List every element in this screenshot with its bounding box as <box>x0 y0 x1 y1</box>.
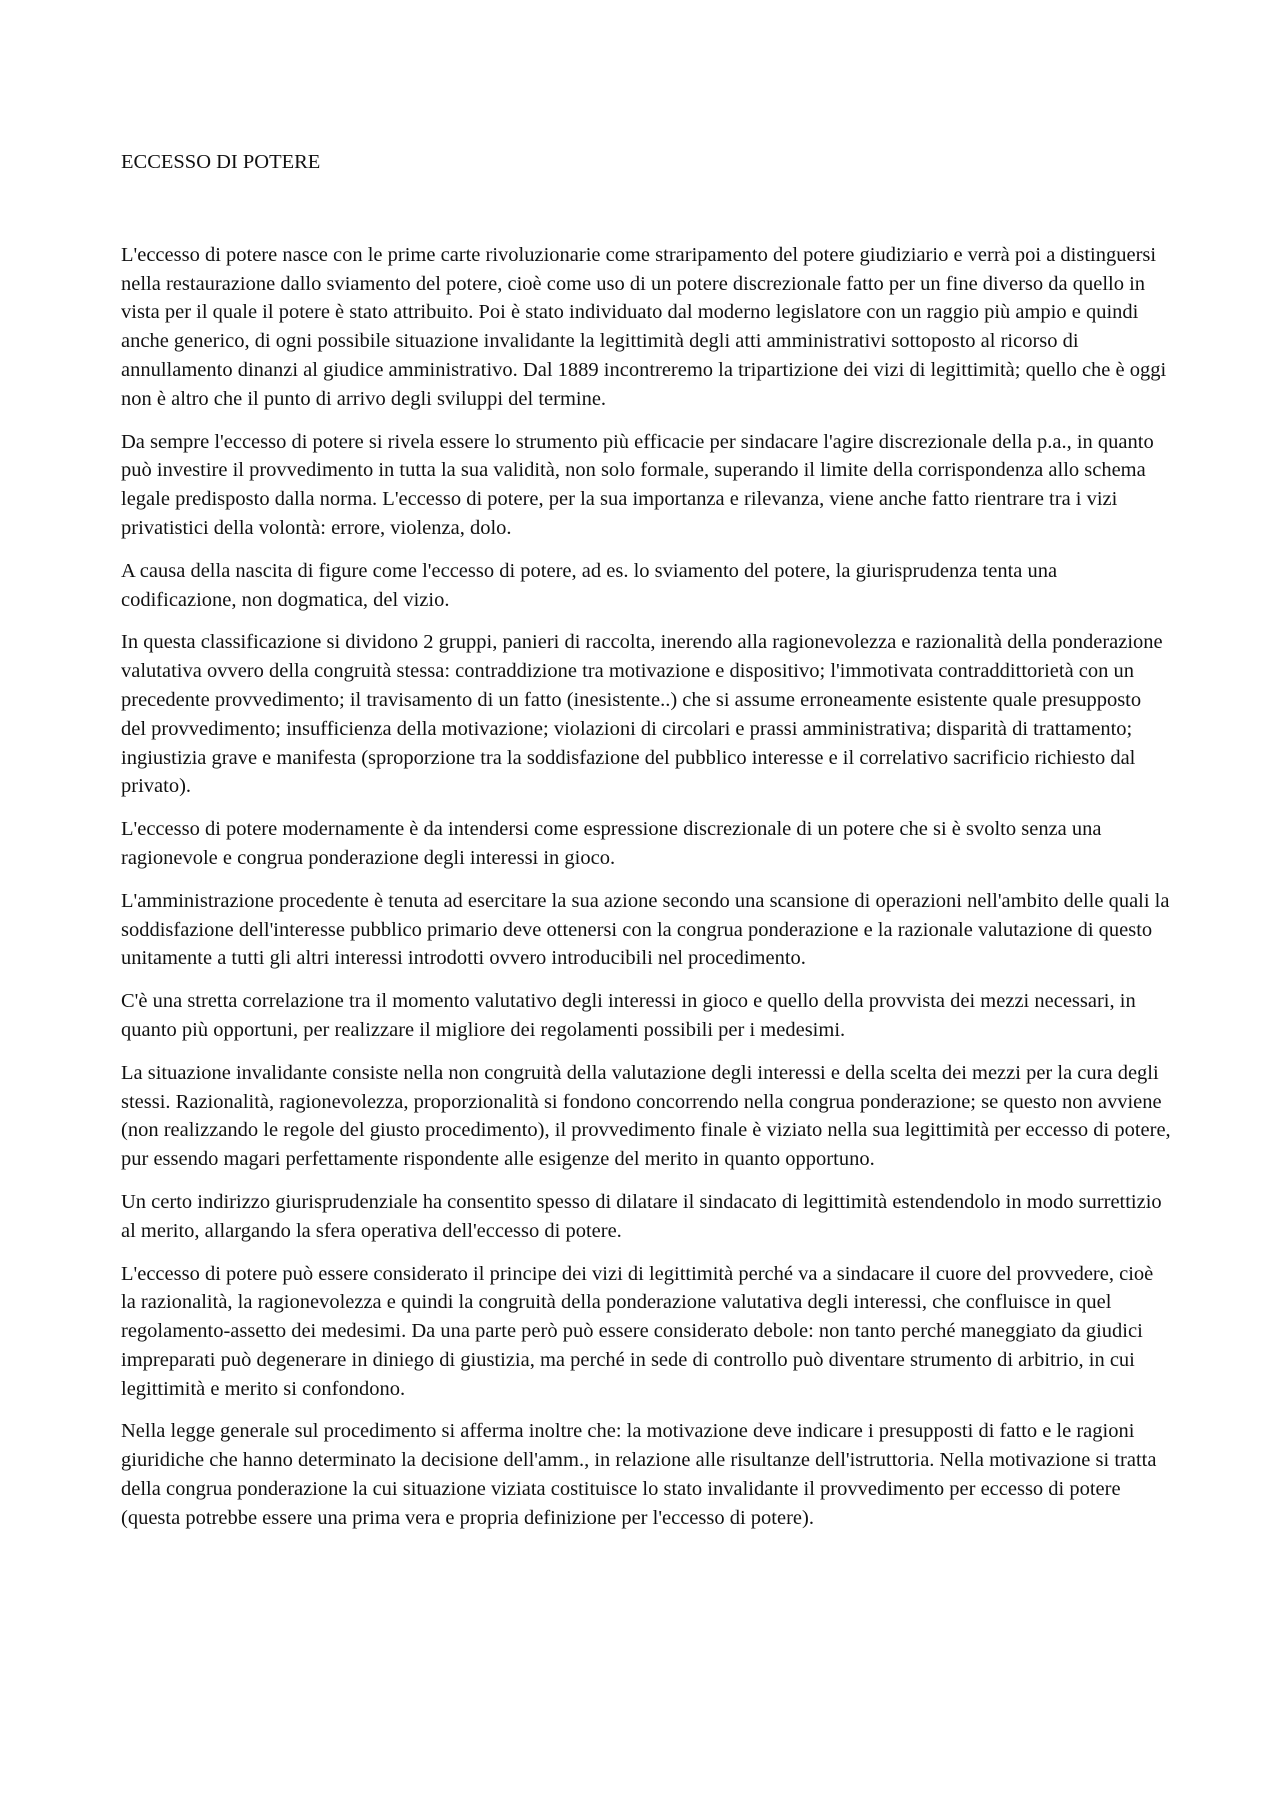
paragraph-1: L'eccesso di potere nasce con le prime carte rivoluzionarie come straripamento del potere giudiziario e verrà poi a distinguersi nella restaurazione dallo sviamento del potere, cioè come uso di un potere discrezionale fatto per un fine diverso da quello in vista per il quale il potere è stato attribuito. Poi è stato individuato dal moderno legislatore con un raggio più ampio e quindi anche generico, di ogni possibile situazione invalidante la legittimità degli atti amministrativi sottoposto al ricorso di annullamento dinanzi al giudice amministrativo. Dal 1889 incontreremo la tripartizione dei vizi di legittimità; quello che è oggi non è altro che il punto di arrivo degli sviluppi del termine. <box>121 243 1167 410</box>
paragraph-3: A causa della nascita di figure come l'eccesso di potere, ad es. lo sviamento del potere, la giurisprudenza tenta una codificazione, non dogmatica, del vizio. <box>121 559 1058 611</box>
document-content <box>121 148 1171 1547</box>
paragraph-4: In questa classificazione si dividono 2 gruppi, panieri di raccolta, inerendo alla ragionevolezza e razionalità della ponderazione valutativa ovvero della congruità stessa: contraddizione tra motivazione e dispositivo; l'immotivata contraddittorietà con un precedente provvedimento; il travisamento di un fatto (inesistente..) che si assume erroneamente esistente quale presupposto del provvedimento; insufficienza della motivazione; violazioni di circolari e prassi amministrativa; disparità di trattamento; ingiustizia grave e manifesta (sproporzione tra la soddisfazione del pubblico interesse e il correlativo sacrificio richiesto dal privato). <box>121 631 1163 798</box>
paragraph-2: Da sempre l'eccesso di potere si rivela essere lo strumento più efficacie per sindacare l'agire discrezionale della p.a., in quanto può investire il provvedimento in tutta la sua validità, non solo formale, superando il limite della corrispondenza allo schema legale predisposto dalla norma. L'eccesso di potere, per la sua importanza e rilevanza, viene anche fatto rientrare tra i vizi privatistici della volontà: errore, violenza, dolo. <box>121 430 1154 539</box>
paragraph-6: L'amministrazione procedente è tenuta ad esercitare la sua azione secondo una scansione di operazioni nell'ambito delle quali la soddisfazione dell'interesse pubblico primario deve ottenersi con la congrua ponderazione e la razionale valutazione di questo unitamente a tutti gli altri interessi introdotti ovvero introducibili nel procedimento. <box>121 889 1170 970</box>
paragraph-7: C'è una stretta correlazione tra il momento valutativo degli interessi in gioco e quello della provvista dei mezzi necessari, in quanto più opportuni, per realizzare il migliore dei regolamenti possibili per i medesimi. <box>121 990 1136 1041</box>
paragraph-5: L'eccesso di potere modernamente è da intendersi come espressione discrezionale di un potere che si è svolto senza una ragionevole e congrua ponderazione degli interessi in gioco. <box>121 818 1102 869</box>
paragraph-8: La situazione invalidante consiste nella non congruità della valutazione degli interessi e della scelta dei mezzi per la cura degli stessi. Razionalità, ragionevolezza, proporzionalità si fondono concorrendo nella congrua ponderazione; se questo non avviene (non realizzando le regole del giusto procedimento), il provvedimento finale è viziato nella sua legittimità per eccesso di potere, pur essendo magari perfettamente rispondente alle esigenze del merito in quanto opportuno. <box>121 1061 1171 1171</box>
document-title: ECCESSO DI POTERE <box>121 151 321 173</box>
document-body <box>121 241 1171 1533</box>
paragraph-11: Nella legge generale sul procedimento si afferma inoltre che: la motivazione deve indicare i presupposti di fatto e le ragioni giuridiche che hanno determinato la decisione dell'amm., in relazione alle risultanze dell'istruttoria. Nella motivazione si tratta della congrua ponderazione la cui situazione viziata costituisce lo stato invalidante il provvedimento per eccesso di potere (questa potrebbe essere una prima vera e propria definizione per l'eccesso di potere). <box>121 1420 1157 1529</box>
paragraph-10: L'eccesso di potere può essere considerato il principe dei vizi di legittimità perché va a sindacare il cuore del provvedere, cioè la razionalità, la ragionevolezza e quindi la congruità della ponderazione valutativa degli interessi, che confluisce in quel regolamento-assetto dei medesimi. Da una parte però può essere considerato debole: non tanto perché maneggiato da giudici impreparati può degenerare in diniego di giustizia, ma perché in sede di controllo può diventare strumento di arbitrio, in cui legittimità e merito si confondono. <box>121 1262 1154 1400</box>
paragraph-9: Un certo indirizzo giurisprudenziale ha consentito spesso di dilatare il sindacato di legittimità estendendolo in modo surrettizio al merito, allargando la sfera operativa dell'eccesso di potere. <box>121 1190 1162 1242</box>
